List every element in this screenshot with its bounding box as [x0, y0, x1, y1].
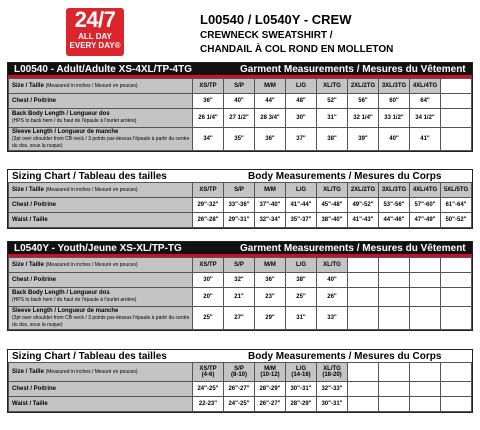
value-cell: 25"	[286, 288, 317, 307]
adult-body-section	[7, 169, 473, 229]
size-header: XS/TP	[193, 258, 224, 273]
product-desc-fr: CHANDAIL À COL ROND EN MOLLETON	[200, 44, 394, 55]
value-cell: 30"-31"	[286, 382, 317, 397]
size-header: XS/TP (4-6)	[193, 363, 224, 382]
table-row	[9, 258, 472, 273]
table-row	[9, 79, 472, 94]
value-cell: 26"	[317, 288, 348, 307]
value-cell: 26"-27"	[224, 382, 255, 397]
youth-body-right-title: Body Measurements / Mesures du Corps	[248, 350, 442, 362]
table-row	[9, 288, 472, 307]
size-header: M/M	[255, 183, 286, 198]
value-cell: 36"	[193, 94, 224, 109]
value-cell: 30"	[193, 273, 224, 288]
size-header: L/G	[286, 183, 317, 198]
value-cell: 26"-28"	[193, 213, 224, 228]
value-cell: 33"-36"	[224, 198, 255, 213]
size-header: 5XL/5TG	[441, 183, 472, 198]
value-cell: 47"-49"	[410, 213, 441, 228]
value-cell: 35"	[224, 128, 255, 151]
value-cell: 32"-34"	[255, 213, 286, 228]
empty-cell	[348, 258, 379, 273]
row-label: Sleeve Length / Longueur de manche (3pt over shoulder from CB neck / 3 points par-dessus l'épaule à partir du centre du dos, sous la nuque)	[9, 128, 193, 151]
table-row	[9, 213, 472, 228]
value-cell: 29"-31"	[224, 213, 255, 228]
value-cell: 24"-25"	[224, 397, 255, 412]
logo-line1: ALL DAY	[78, 32, 112, 41]
empty-cell	[348, 397, 379, 412]
value-cell: 41"	[410, 128, 441, 151]
size-header: 4XL/4TG	[410, 79, 441, 94]
value-cell: 50"-52"	[441, 213, 472, 228]
size-header: 3XL/3TG	[379, 79, 410, 94]
table-row	[9, 273, 472, 288]
youth-body-table	[8, 362, 472, 412]
value-cell: 39"	[348, 128, 379, 151]
value-cell: 44"	[255, 94, 286, 109]
adult-body-title-bar	[8, 170, 472, 182]
empty-cell	[348, 273, 379, 288]
size-header: XL/TG	[317, 79, 348, 94]
value-cell: 48"	[286, 94, 317, 109]
empty-cell	[379, 273, 410, 288]
value-cell: 40"	[379, 128, 410, 151]
empty-cell	[379, 288, 410, 307]
empty-cell	[379, 363, 410, 382]
value-cell: 30"-31"	[317, 397, 348, 412]
product-header	[200, 12, 470, 56]
empty-cell	[348, 363, 379, 382]
value-cell: 21"	[224, 288, 255, 307]
size-label-cell: Size / Taille (Measured in inches / Mesuré en pouces)	[9, 258, 193, 273]
size-header: 4XL/4TG	[410, 183, 441, 198]
value-cell: 27 1/2"	[224, 109, 255, 128]
value-cell: 64"	[410, 94, 441, 109]
empty-cell	[379, 382, 410, 397]
empty-cell	[410, 363, 441, 382]
table-row	[9, 382, 472, 397]
table-row	[9, 109, 472, 128]
empty-cell	[441, 94, 472, 109]
value-cell: 33 1/2"	[379, 109, 410, 128]
row-label: Back Body Length / Longueur dos (HPS to back hem / du haut de l'épaule à l'ourlet arrière)	[9, 288, 193, 307]
value-cell: 31"	[286, 307, 317, 330]
empty-cell	[441, 397, 472, 412]
empty-cell	[410, 273, 441, 288]
adult-garment-title-bar	[8, 63, 472, 75]
youth-garment-right-title: Garment Measurements / Mesures du Vêtement	[240, 242, 466, 254]
value-cell: 40"	[317, 273, 348, 288]
size-header: 2XL/2TG	[348, 183, 379, 198]
youth-garment-section	[7, 241, 473, 331]
value-cell: 27"	[224, 307, 255, 330]
product-code: L00540 / L0540Y - CREW	[200, 12, 352, 27]
empty-cell	[441, 79, 472, 94]
row-label: Sleeve Length / Longueur de manche (3pt over shoulder from CB neck / 3 points par-dessus l'épaule à partir du centre du dos, sous la nuque)	[9, 307, 193, 330]
adult-body-right-title: Body Measurements / Mesures du Corps	[248, 170, 442, 182]
empty-cell	[379, 397, 410, 412]
empty-cell	[410, 288, 441, 307]
table-row	[9, 183, 472, 198]
empty-cell	[441, 128, 472, 151]
value-cell: 29"	[255, 307, 286, 330]
value-cell: 34 1/2"	[410, 109, 441, 128]
size-header: S/P (8-10)	[224, 363, 255, 382]
youth-garment-left-title: L0540Y - Youth/Jeune XS-XL/TP-TG	[14, 242, 182, 254]
empty-cell	[410, 258, 441, 273]
size-label-cell: Size / Taille (Measured in inches / Mesuré en pouces)	[9, 79, 193, 94]
row-label: Back Body Length / Longueur dos (HPS to back hem / du haut de l'épaule à l'ourlet arrière)	[9, 109, 193, 128]
adult-body-table	[8, 182, 472, 228]
value-cell: 31"	[317, 109, 348, 128]
row-label: Chest / Poitrine	[9, 94, 193, 109]
table-row	[9, 397, 472, 412]
table-row	[9, 307, 472, 330]
empty-cell	[441, 109, 472, 128]
value-cell: 40"	[224, 94, 255, 109]
row-label: Waist / Taille	[9, 213, 193, 228]
size-header: L/G (14-16)	[286, 363, 317, 382]
adult-garment-section	[7, 62, 473, 152]
empty-cell	[410, 382, 441, 397]
value-cell: 36"	[255, 128, 286, 151]
empty-cell	[348, 288, 379, 307]
value-cell: 24"-25"	[193, 382, 224, 397]
value-cell: 36"	[255, 273, 286, 288]
value-cell: 25"	[193, 307, 224, 330]
value-cell: 20"	[193, 288, 224, 307]
value-cell: 28"-29"	[286, 397, 317, 412]
size-header: XL/TG	[317, 258, 348, 273]
empty-cell	[441, 258, 472, 273]
value-cell: 32 1/4"	[348, 109, 379, 128]
value-cell: 26"-27"	[255, 397, 286, 412]
value-cell: 52"	[317, 94, 348, 109]
size-label-cell: Size / Taille (Measured in inches / Mesuré en pouces)	[9, 183, 193, 198]
value-cell: 22-23"	[193, 397, 224, 412]
value-cell: 45"-48"	[317, 198, 348, 213]
empty-cell	[379, 307, 410, 330]
size-header: L/G	[286, 258, 317, 273]
adult-garment-table	[8, 78, 472, 151]
value-cell: 37"-40"	[255, 198, 286, 213]
value-cell: 26 1/4"	[193, 109, 224, 128]
size-header: 2XL/2TG	[348, 79, 379, 94]
empty-cell	[410, 397, 441, 412]
value-cell: 38"-40"	[317, 213, 348, 228]
brand-logo	[66, 8, 124, 56]
size-header: S/P	[224, 183, 255, 198]
value-cell: 38"	[286, 273, 317, 288]
size-header: M/M (10-12)	[255, 363, 286, 382]
product-desc-en: CREWNECK SWEATSHIRT /	[200, 30, 333, 41]
table-row	[9, 128, 472, 151]
value-cell: 33"	[317, 307, 348, 330]
empty-cell	[441, 273, 472, 288]
row-label: Chest / Poitrine	[9, 382, 193, 397]
value-cell: 57"-60"	[410, 198, 441, 213]
value-cell: 37"	[286, 128, 317, 151]
adult-body-left-title: Sizing Chart / Tableau des tailles	[12, 170, 167, 182]
size-header: S/P	[224, 258, 255, 273]
size-header: S/P	[224, 79, 255, 94]
size-header: L/G	[286, 79, 317, 94]
value-cell: 53"-56"	[379, 198, 410, 213]
empty-cell	[410, 307, 441, 330]
value-cell: 49"-52"	[348, 198, 379, 213]
value-cell: 44"-46"	[379, 213, 410, 228]
adult-garment-left-title: L00540 - Adult/Adulte XS-4XL/TP-4TG	[14, 63, 192, 75]
size-header: XS/TP	[193, 183, 224, 198]
value-cell: 38"	[317, 128, 348, 151]
size-header: M/M	[255, 79, 286, 94]
youth-body-left-title: Sizing Chart / Tableau des tailles	[12, 350, 167, 362]
empty-cell	[441, 363, 472, 382]
size-header: XL/TG (18-20)	[317, 363, 348, 382]
empty-cell	[441, 382, 472, 397]
value-cell: 28"-29"	[255, 382, 286, 397]
empty-cell	[441, 288, 472, 307]
value-cell: 35"-37"	[286, 213, 317, 228]
empty-cell	[441, 307, 472, 330]
adult-garment-right-title: Garment Measurements / Mesures du Vêtement	[240, 63, 466, 75]
row-label: Waist / Taille	[9, 397, 193, 412]
size-header: XL/TG	[317, 183, 348, 198]
youth-body-title-bar	[8, 350, 472, 362]
youth-body-section	[7, 349, 473, 413]
value-cell: 32"-33"	[317, 382, 348, 397]
value-cell: 28 3/4"	[255, 109, 286, 128]
row-label: Chest / Poitrine	[9, 198, 193, 213]
youth-garment-title-bar	[8, 242, 472, 254]
empty-cell	[379, 258, 410, 273]
size-header: XS/TP	[193, 79, 224, 94]
logo-number: 24/7	[74, 7, 116, 32]
table-row	[9, 198, 472, 213]
table-row	[9, 363, 472, 382]
size-header: M/M	[255, 258, 286, 273]
value-cell: 30"	[286, 109, 317, 128]
row-label: Chest / Poitrine	[9, 273, 193, 288]
empty-cell	[348, 382, 379, 397]
logo-line2: EVERY DAY®	[69, 41, 121, 50]
value-cell: 23"	[255, 288, 286, 307]
value-cell: 56"	[348, 94, 379, 109]
value-cell: 61"-64"	[441, 198, 472, 213]
value-cell: 41"-44"	[286, 198, 317, 213]
value-cell: 60"	[379, 94, 410, 109]
value-cell: 29"-32"	[193, 198, 224, 213]
size-header: 3XL/3TG	[379, 183, 410, 198]
value-cell: 34"	[193, 128, 224, 151]
value-cell: 41"-43"	[348, 213, 379, 228]
empty-cell	[348, 307, 379, 330]
value-cell: 32"	[224, 273, 255, 288]
table-row	[9, 94, 472, 109]
size-label-cell: Size / Taille (Measured in inches / Mesuré en pouces)	[9, 363, 193, 382]
youth-garment-table	[8, 257, 472, 330]
